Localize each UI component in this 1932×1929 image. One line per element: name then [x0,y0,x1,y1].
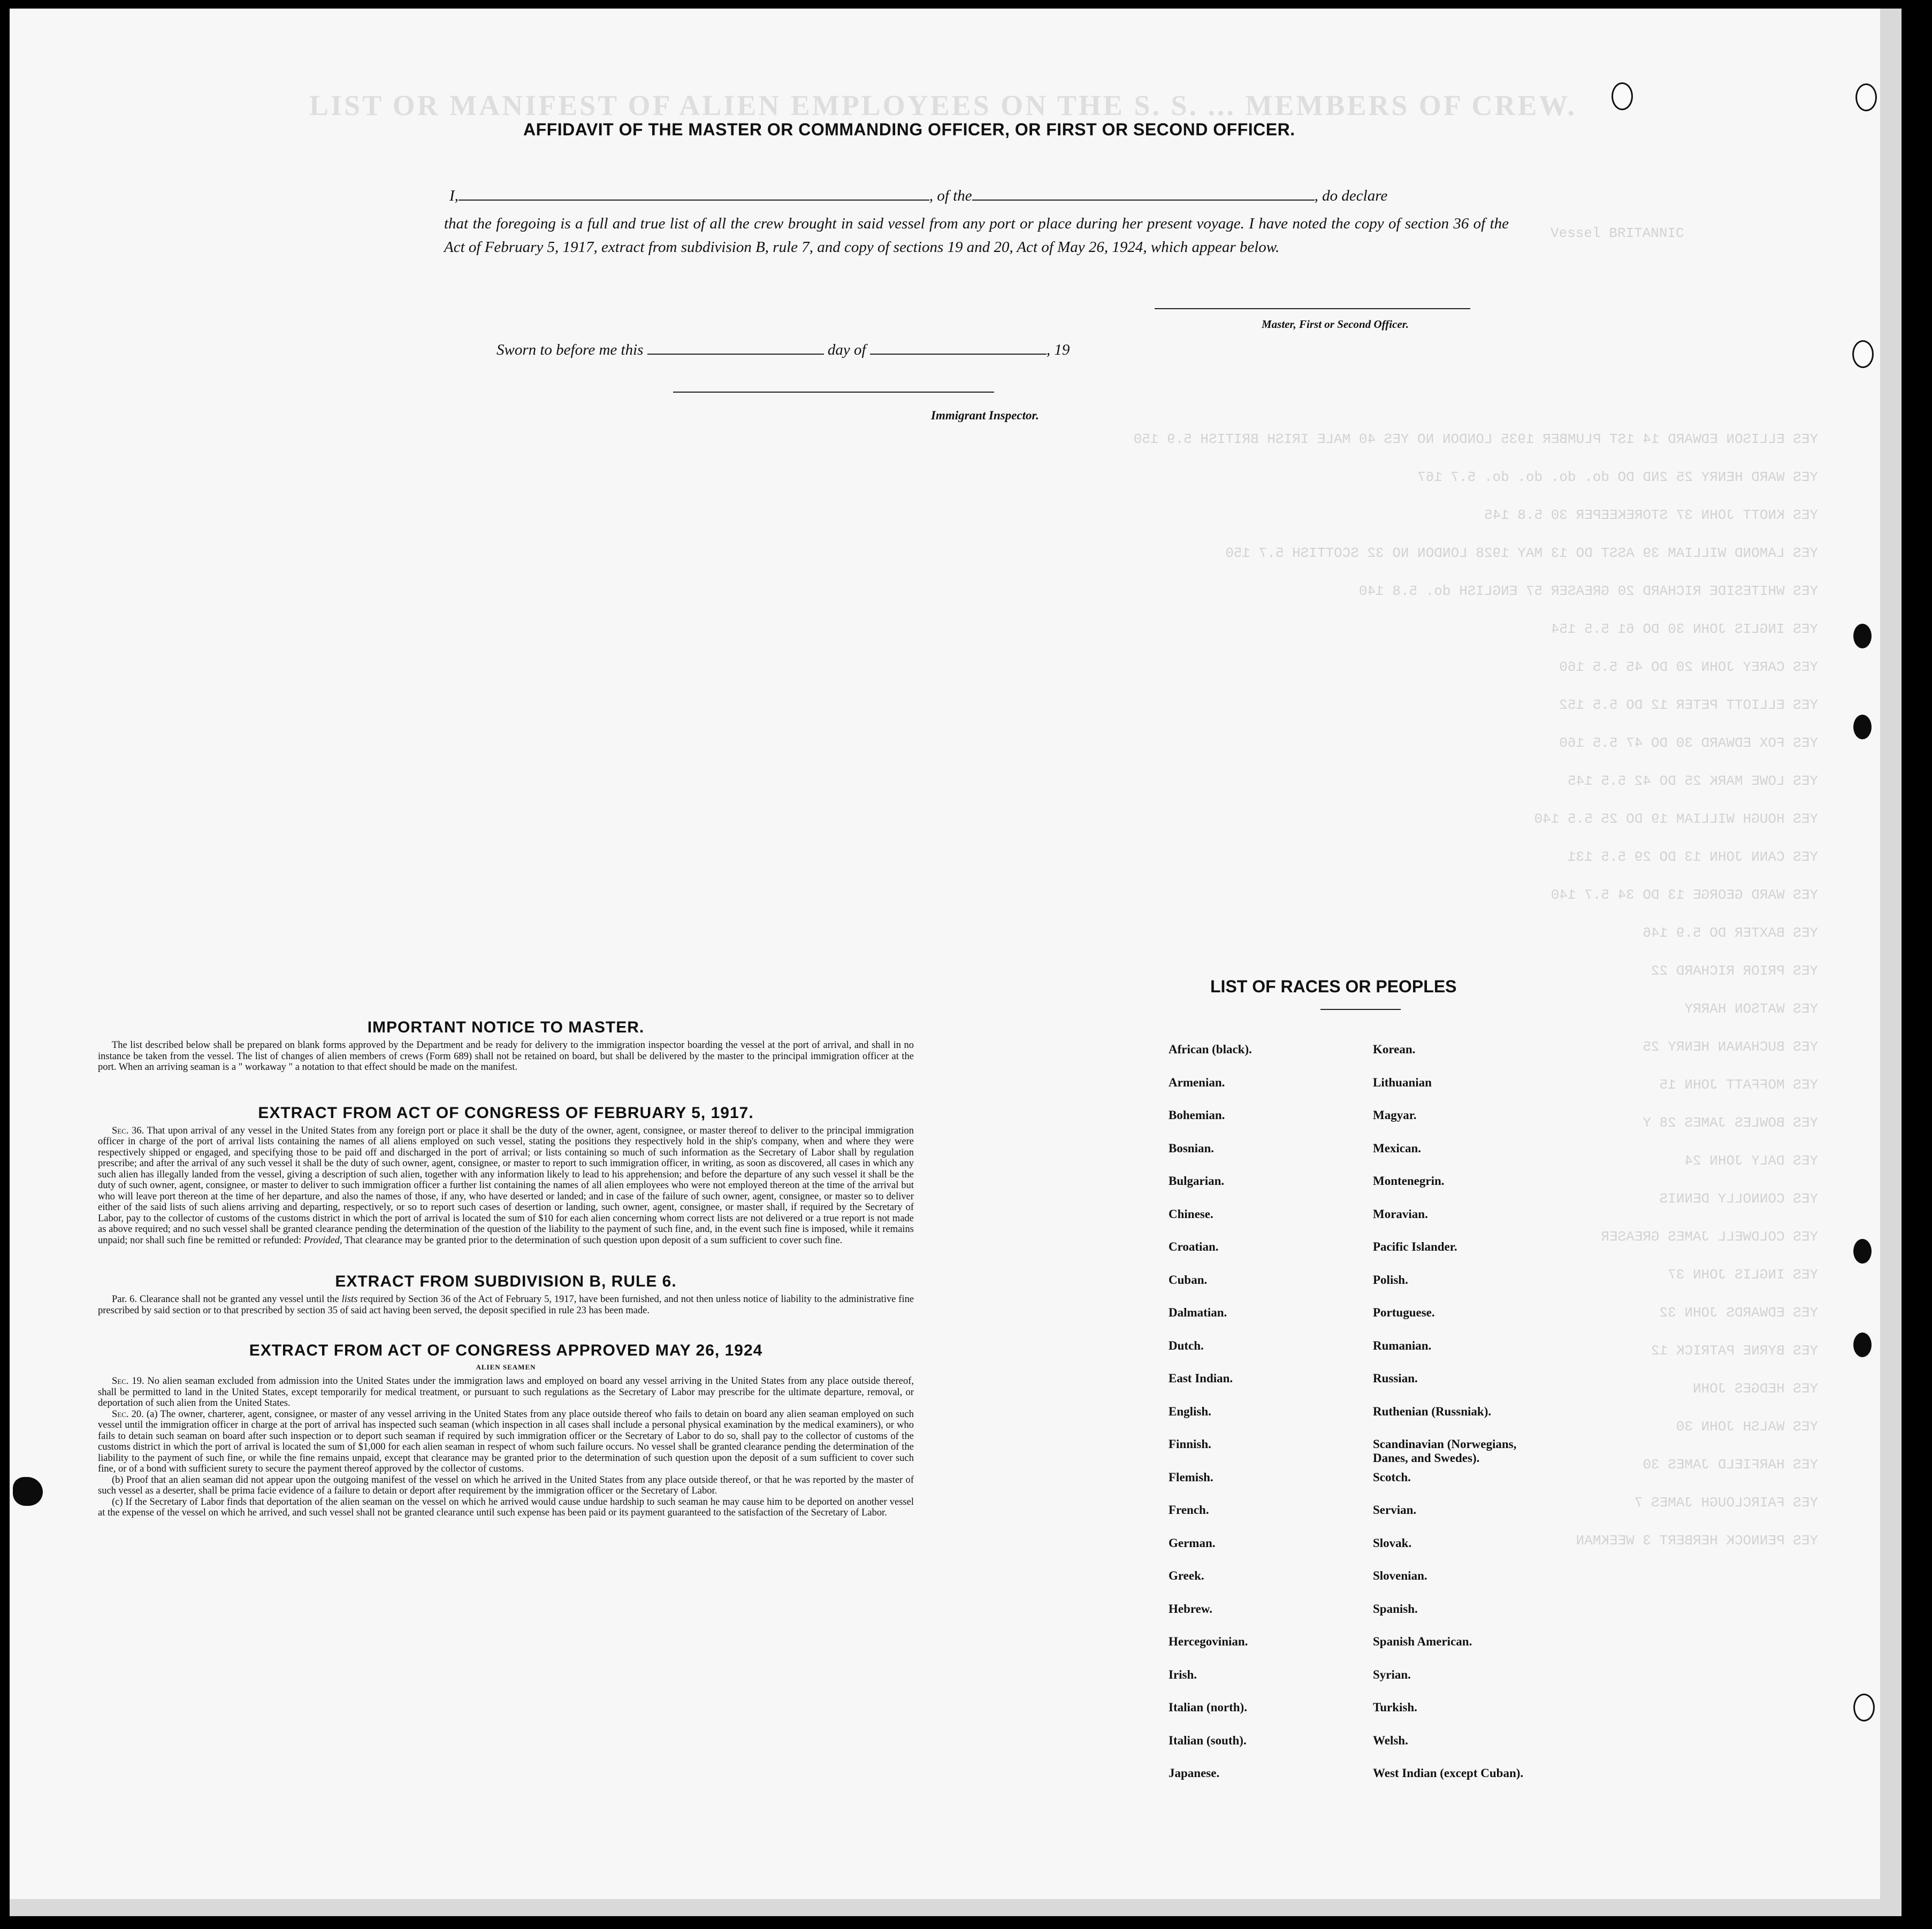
document-page [10,9,1902,1916]
extract-1924-title: EXTRACT FROM ACT OF CONGRESS APPROVED MAY 26, 1924 [249,1342,763,1359]
race-item: Russian. [1373,1372,1418,1385]
punch-hole [1612,82,1633,110]
bleedthrough-row: YES WARD HENRY 25 2ND DO do. do. do. do. 5.7 167 [1417,469,1818,485]
race-item: Finnish. [1169,1437,1211,1451]
race-item: Hercegovinian. [1169,1635,1248,1648]
affidavit-title: AFFIDAVIT OF THE MASTER OR COMMANDING OFFICER, OR FIRST OR SECOND OFFICER. [523,120,1295,139]
page-edge-shadow [1880,9,1902,1916]
bleedthrough-row: YES WHITESIDE RICHARD 20 GREASER 57 ENGLISH do. 5.8 140 [1358,583,1818,599]
bleedthrough-row: YES ELLIOTT PETER 12 DO 5.5 152 [1559,697,1818,713]
punch-hole [1853,624,1872,648]
bleedthrough-row: YES INGLIS JOHN 37 [1668,1267,1818,1283]
race-item: Servian. [1373,1503,1417,1517]
bleedthrough-row: YES COLDWELL JAMES GREASER [1601,1229,1818,1245]
par6-text-a: Clearance shall not be granted any vessel until the [139,1294,339,1305]
sworn-line [497,341,1070,359]
par6-label: Par. 6. [112,1294,138,1305]
bleedthrough-row: YES WALSH JOHN 30 [1676,1419,1818,1435]
bleedthrough-row: YES INGLIS JOHN 30 DO 61 5.5 154 [1551,621,1818,637]
race-item: Magyar. [1373,1108,1417,1122]
bleedthrough-vessel: Vessel BRITANNIC [1551,225,1684,241]
bleedthrough-row: YES FAIRCLOUGH JAMES 7 [1634,1495,1818,1511]
bleedthrough-row: YES HEDGES JOHN [1692,1381,1818,1397]
bleedthrough-row: YES MOFFATT JOHN 15 [1659,1077,1818,1093]
sworn-month-blank[interactable] [870,354,1047,355]
name-blank[interactable] [459,200,929,201]
bleedthrough-row: YES CAREY JOHN 20 DO 45 5.5 160 [1559,659,1818,675]
notice-title: IMPORTANT NOTICE TO MASTER. [367,1019,645,1036]
affidavit-i-label: I, [449,187,459,204]
race-item: Welsh. [1373,1733,1408,1747]
race-item: Rumanian. [1373,1338,1432,1352]
race-item: Scandinavian (Norwegians, Danes, and Swedes). [1373,1437,1517,1465]
extract-rule6-title: EXTRACT FROM SUBDIVISION B, RULE 6. [335,1273,677,1290]
race-item: English. [1169,1404,1211,1418]
bleedthrough-row: YES BYRNE PATRICK 12 [1651,1343,1818,1359]
punch-hole [1853,1694,1875,1721]
race-item: East Indian. [1169,1372,1233,1385]
punch-hole [1855,83,1877,111]
race-item: Lithuanian [1373,1075,1432,1089]
affidavit-declaration-line [449,187,1387,205]
bleedthrough-row: YES PENNOCK HERBERT 3 WEEKMAN [1576,1533,1818,1549]
legal-column [98,1019,914,1519]
races-title-rule [1320,1009,1401,1010]
race-item: Moravian. [1373,1207,1428,1221]
notice-paragraph: The list described below shall be prepared on blank forms approved by the Department and be ready for delivery to the immigration inspector boarding the vessel at the port of arrival, and shall in no instance be taken from the vessel. The list of changes of alien members of crews (Form 689) shall not be retained on board, but shall be delivered by the master to the principal immigration officer at the port. When an arriving seaman is a " workaway " a notation to that effect should be made on the manifest. [98,1040,914,1073]
race-item: Croatian. [1169,1240,1219,1253]
bleedthrough-row: YES DALY JOHN 24 [1684,1153,1818,1169]
sworn-day-of: day of [827,341,866,358]
inspector-label: Immigrant Inspector. [931,409,1039,422]
bleedthrough-row: YES BOWLES JAMES 28 Y [1643,1115,1818,1131]
lists-word: lists [341,1294,358,1305]
race-item: West Indian (except Cuban). [1373,1766,1524,1780]
race-item: Slovenian. [1373,1569,1427,1582]
bleedthrough-row: YES BUCHANAN HENRY 25 [1643,1039,1818,1055]
extract-1924-text [98,1376,914,1519]
affidavit-of-the-label: , of the [929,187,972,204]
race-item: Bohemian. [1169,1108,1225,1122]
race-item: Ruthenian (Russniak). [1373,1404,1492,1418]
race-item: Mexican. [1373,1141,1422,1155]
sworn-year: , 19 [1046,341,1070,358]
bleedthrough-row: YES WATSON HARRY [1684,1001,1818,1017]
bleedthrough-row: YES CANN JOHN 13 DO 29 5.5 131 [1567,849,1818,865]
race-item: German. [1169,1536,1216,1550]
race-item: Turkish. [1373,1701,1417,1714]
race-item: Syrian. [1373,1667,1411,1681]
race-item: Spanish. [1373,1602,1418,1616]
ink-blot [13,1477,43,1506]
punch-hole [1853,1239,1872,1264]
races-title: LIST OF RACES OR PEOPLES [1210,977,1457,996]
race-item: Pacific Islander. [1373,1240,1457,1253]
race-item: Spanish American. [1373,1635,1472,1648]
punch-hole [1852,340,1874,368]
sec19-text: No alien seaman excluded from admission into the United States under the immigration laws and employed on board any vessel arriving in the United States from any place outside thereof, shall be permitted to land in the United States, except temporarily for medical treatment, or pursuant to such regulations as the Secretary of Labor may prescribe for the ultimate departure, removal, or deportation of such alien from the United States. [98,1376,914,1409]
race-item: Armenian. [1169,1075,1225,1089]
race-item: Korean. [1373,1043,1416,1056]
bleedthrough-row: YES LOWE MARK 25 DO 42 5.5 145 [1567,773,1818,789]
bleedthrough-row: YES FOX EDWARD 30 DO 47 5.5 160 [1559,735,1818,751]
bleedthrough-header: LIST OR MANIFEST OF ALIEN EMPLOYEES ON THE S. S. ... MEMBERS OF CREW. [309,89,1577,121]
race-item: Portuguese. [1373,1306,1435,1319]
signature-line[interactable] [1155,308,1470,309]
bleedthrough-row: YES HARFIELD JAMES 30 [1643,1457,1818,1473]
race-item: Cuban. [1169,1273,1208,1287]
sec36-text-end: That clearance may be granted prior to the determination of such question upon deposit of a sum sufficient to cover such fine. [344,1235,843,1246]
punch-hole [1853,1333,1872,1357]
signature-label: Master, First or Second Officer. [1262,318,1409,331]
bleedthrough-row: YES KNOTT JOHN 37 STOREKEEPER 30 5.8 145 [1484,507,1818,523]
race-item: Italian (south). [1169,1733,1247,1747]
race-item: Dutch. [1169,1338,1204,1352]
extract-1917-title: EXTRACT FROM ACT OF CONGRESS OF FEBRUARY 5, 1917. [258,1104,754,1122]
sworn-prefix: Sworn to before me this [497,341,644,358]
provided-word: Provided, [303,1235,342,1246]
race-item: French. [1169,1503,1209,1517]
sec19-label: Sec. 19. [112,1376,144,1387]
race-item: Japanese. [1169,1766,1220,1780]
sec20-label: Sec. 20. [112,1409,144,1420]
race-item: Italian (north). [1169,1701,1247,1714]
race-item: Polish. [1373,1273,1408,1287]
race-item: Irish. [1169,1667,1197,1681]
page-edge-shadow-bottom [10,1899,1902,1916]
extract-rule6-text [98,1294,914,1316]
affidavit-declare-label: , do declare [1314,187,1388,204]
bleedthrough-row: YES ELLISON EDWARD 14 1ST PLUMBER 1935 LONDON NO YES 40 MALE IRISH BRITISH 5.9 150 [1133,431,1818,447]
sworn-day-blank[interactable] [647,354,824,355]
sec20a-text: (a) The owner, charterer, agent, consignee, or master of any vessel arriving in the United States from any place outside thereof who fails to detain on board any alien seaman employed on such vessel until the immigration officer in charge at the port of arrival has inspected such seaman (which inspection in all cases shall include a personal physical examination by the medical examiners), or who fails to detain such seaman on board after such inspection or to deport such seaman if required by such immigration officer or the Secretary of Labor to do so, shall pay to the collector of customs of the customs district in which the port of arrival is located the sum of $1,000 for each alien seaman in respect of whom such failure occurs. No vessel shall be granted clearance pending the determination of the liability to the payment of such fine, or while the fine remains unpaid, except that clearance may be granted prior to the determination of such question upon the deposit of a sum sufficient to cover such fine, or of a bond with sufficient surety to secure the payment thereof approved by the collector of customs. [98,1409,914,1474]
bleedthrough-row: YES LAMOND WILLIAM 39 ASST DO 13 MAY 1928 LONDON NO 32 SCOTTISH 5.7 150 [1225,545,1818,561]
bleedthrough-row: YES CONNOLLY DENNIS [1659,1191,1818,1207]
race-item: Scotch. [1373,1470,1411,1484]
race-item: Hebrew. [1169,1602,1212,1616]
race-item: Flemish. [1169,1470,1213,1484]
inspector-signature-line[interactable] [673,392,994,393]
alien-seamen-subtitle: ALIEN SEAMEN [476,1363,536,1371]
sec20c-text: (c) If the Secretary of Labor finds that deportation of the alien seaman on the vessel on which he arrived would cause undue hardship to such seaman he may cause him to be deported on another vessel at the expense of the vessel on which he arrived, and such vessel shall not be granted clearance until such expense has been paid or its payment guaranteed to the satisfaction of the Secretary of Labor. [98,1496,914,1518]
par6-text-b: required by Section 36 of the Act of February 5, 1917, have been furnished, and not then unless notice of liability to the administrative fine prescribed by said section or to that prescribed by section 35 of said act having been served, the deposit specified in rule 23 has been made. [98,1294,914,1316]
punch-hole [1853,715,1872,739]
race-item: Montenegrin. [1373,1174,1445,1188]
race-item: Bosnian. [1169,1141,1215,1155]
notice-text [98,1040,914,1073]
bleedthrough-row: YES EDWARDS JOHN 32 [1659,1305,1818,1321]
race-item: Bulgarian. [1169,1174,1225,1188]
bleedthrough-row: YES PRIOR RICHARD 22 [1651,963,1818,979]
affidavit-body: that the foregoing is a full and true list of all the crew brought in said vessel from any port or place during her present voyage. I have noted the copy of section 36 of the Act of February 5, 1917, extract from subdivision B, rule 7, and copy of sections 19 and 20, Act of May 26, 1924, which appear below. [444,215,1509,256]
race-item: Dalmatian. [1169,1306,1227,1319]
extract-1917-text [98,1126,914,1246]
race-item: Slovak. [1373,1536,1412,1550]
vessel-blank[interactable] [972,200,1315,201]
bleedthrough-row: YES WARD GEORGE 13 DO 34 5.7 140 [1551,887,1818,903]
sec36-label: Sec. 36. [112,1125,144,1136]
race-item: Greek. [1169,1569,1204,1582]
bleedthrough-row: YES BAXTER DO 5.9 146 [1643,925,1818,941]
race-item: African (black). [1169,1043,1252,1056]
race-item: Chinese. [1169,1207,1213,1221]
bleedthrough-row: YES HOUGH WILLIAM 19 DO 25 5.5 140 [1534,811,1818,827]
sec20b-text: (b) Proof that an alien seaman did not appear upon the outgoing manifest of the vessel on which he arrived in the United States from any place outside thereof, or that he was reported by the master of such vessel as a deserter, shall be prima facie evidence of a failure to detain or deport after requirement by the immigration officer or the Secretary of Labor. [98,1474,914,1496]
sec36-text: That upon arrival of any vessel in the United States from any foreign port or place it shall be the duty of the owner, agent, consignee, or master thereof to deliver to the principal immigration officer in charge of the port of arrival lists containing the names of all aliens employed on such vessel, stating the positions they respectively hold in the ship's company, when and where they were respectively shipped or engaged, and specifying those to be paid off and discharged in the port of arrival; or lists containing so much of such information as the Secretary of Labor shall by regulation prescribe; and after the arrival of any such vessel it shall be the duty of such owner, agent, consignee, or master to report to such immigration officer, in writing, as soon as discovered, all cases in which any such alien has illegally landed from the vessel, giving a description of such alien, together with any information likely to lead to his apprehension; and before the departure of any such vessel it shall be the duty of such owner, agent, consignee, or master to deliver to such immigration officer a further list containing the names of all alien employees who were not employed thereon at the time of the arrival but who will leave port thereon at the time of her departure, and also the names of those, if any, who have deserted or landed; and in case of the failure of such owner, agent, consignee, or master so to deliver either of the said lists of such aliens arriving and departing, respectively, or so to report such cases of desertion or landing, such owner, agent, consignee, or master shall, if required by the Secretary of Labor, pay to the collector of customs of the customs district in which the port of arrival is located the sum of $10 for each alien concerning whom correct lists are not delivered or a true report is not made as above required; and no such vessel shall be granted clearance pending the determination of the question of the liability to the payment of such fine, and, in the event such fine is imposed, while it remains unpaid; nor shall such fine be remitted or refunded: [98,1125,914,1246]
